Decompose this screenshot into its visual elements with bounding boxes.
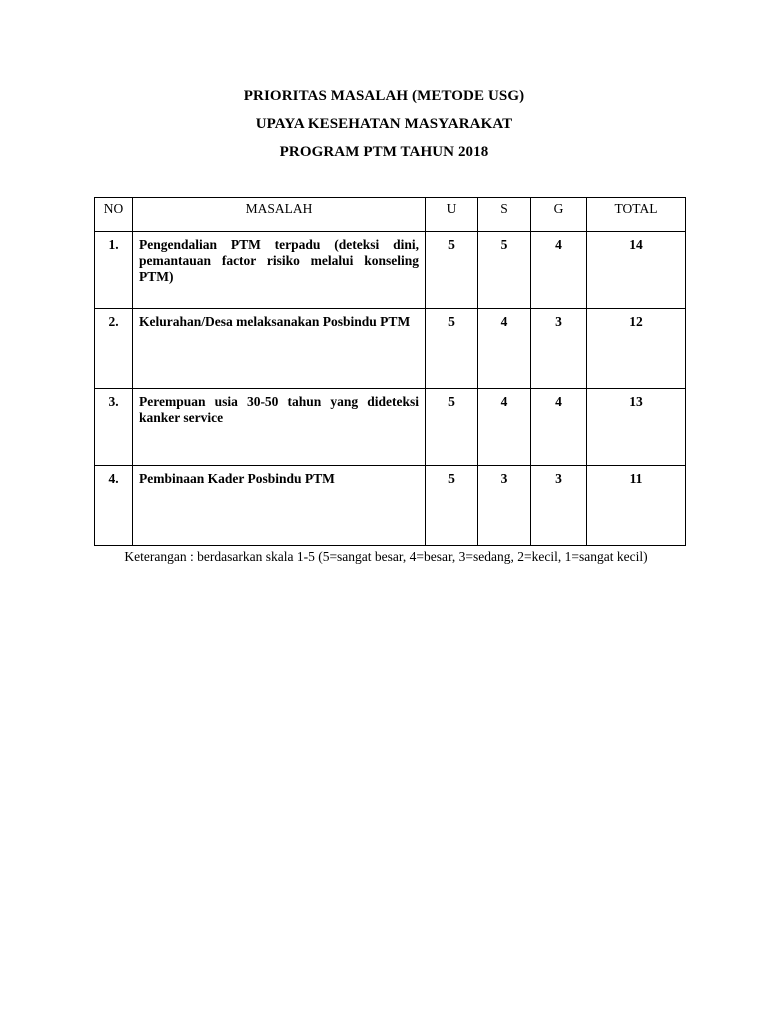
table-row	[95, 389, 686, 466]
cell-g: 4	[531, 389, 587, 466]
header-s: S	[478, 198, 531, 232]
cell-masalah: Kelurahan/Desa melaksanakan Posbindu PTM	[133, 309, 426, 389]
table-row	[95, 232, 686, 309]
cell-s: 4	[478, 309, 531, 389]
cell-u: 5	[426, 389, 478, 466]
cell-no: 4.	[95, 466, 133, 546]
cell-no: 1.	[95, 232, 133, 309]
cell-u: 5	[426, 232, 478, 309]
header-u: U	[426, 198, 478, 232]
cell-g: 3	[531, 309, 587, 389]
document-program-title: PROGRAM PTM TAHUN 2018	[279, 144, 489, 160]
document-title: PRIORITAS MASALAH (METODE USG)	[243, 88, 525, 104]
cell-no: 3.	[95, 389, 133, 466]
document-subtitle: UPAYA KESEHATAN MASYARAKAT	[255, 116, 513, 132]
table-header-row	[95, 198, 686, 232]
cell-total: 13	[587, 389, 686, 466]
cell-total: 12	[587, 309, 686, 389]
cell-g: 3	[531, 466, 587, 546]
cell-s: 5	[478, 232, 531, 309]
cell-masalah: Pengendalian PTM terpadu (deteksi dini, pemantauan factor risiko melalui konseling PTM)	[133, 232, 426, 309]
cell-s: 3	[478, 466, 531, 546]
legend-note: Keterangan : berdasarkan skala 1-5 (5=sangat besar, 4=besar, 3=sedang, 2=kecil, 1=sangat kecil)	[124, 549, 648, 564]
table-row	[95, 309, 686, 389]
header-masalah: MASALAH	[133, 198, 426, 232]
cell-masalah: Pembinaan Kader Posbindu PTM	[133, 466, 426, 546]
cell-total: 11	[587, 466, 686, 546]
document-header	[0, 88, 768, 172]
cell-masalah: Perempuan usia 30-50 tahun yang dideteksi kanker service	[133, 389, 426, 466]
header-total: TOTAL	[587, 198, 686, 232]
table-row	[95, 466, 686, 546]
cell-total: 14	[587, 232, 686, 309]
cell-u: 5	[426, 466, 478, 546]
cell-s: 4	[478, 389, 531, 466]
header-g: G	[531, 198, 587, 232]
cell-u: 5	[426, 309, 478, 389]
cell-g: 4	[531, 232, 587, 309]
header-no: NO	[95, 198, 133, 232]
cell-no: 2.	[95, 309, 133, 389]
usg-priority-table	[94, 197, 686, 546]
